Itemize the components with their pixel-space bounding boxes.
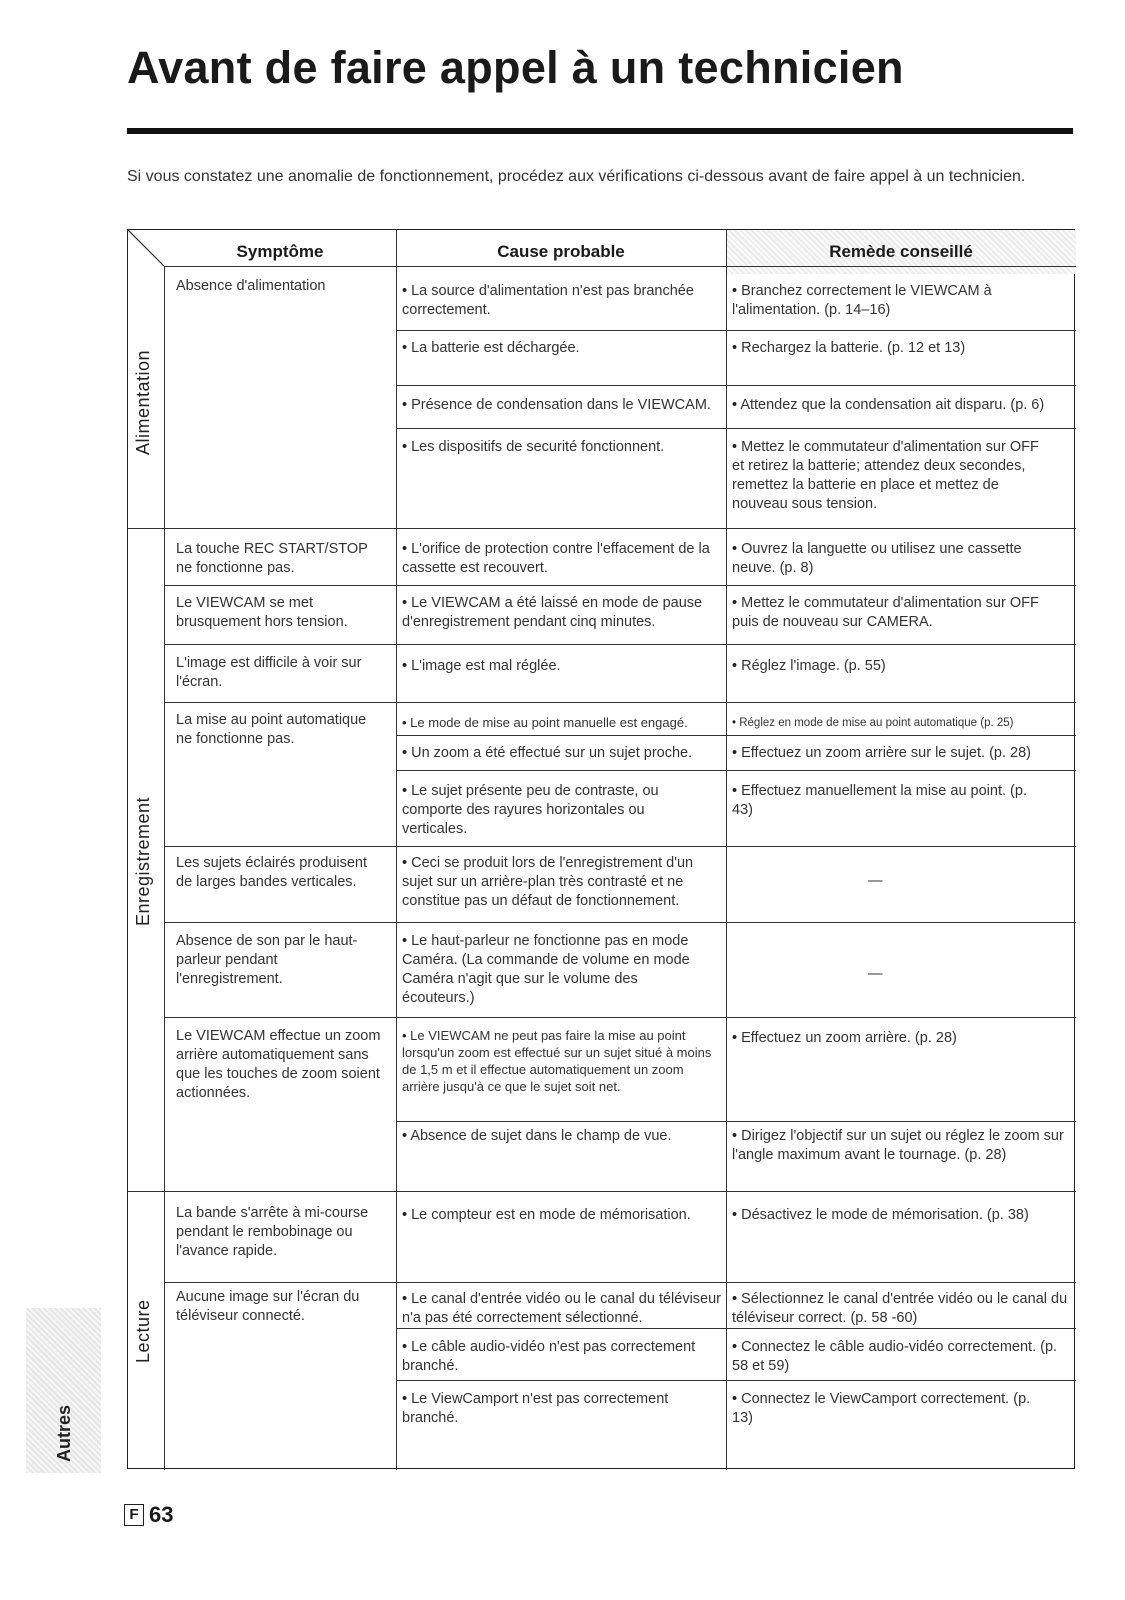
cause-cell: • La batterie est déchargée. [402,339,717,358]
cause-cell: • Le ViewCamport n'est pas correctement branché. [402,1390,712,1428]
symptom-cell: Le VIEWCAM se met brusquement hors tension. [176,595,348,630]
language-badge: F [124,1504,144,1526]
cause-cell: • Le câble audio-vidéo n'est pas correctement branché. [402,1338,712,1376]
cause-cell: • L'orifice de protection contre l'effacement de la cassette est recouvert. [402,540,717,578]
remedy-cell: • Effectuez un zoom arrière. (p. 28) [732,1029,1052,1048]
remedy-cell: • Mettez le commutateur d'alimentation sur OFF et retirez la batterie; attendez deux secondes, remettez la batterie en place et mettez de nouveau sous tension. [732,438,1052,514]
remedy-cell: • Connectez le câble audio-vidéo correctement. (p. 58 et 59) [732,1338,1067,1376]
row-rule [396,770,1076,771]
symptom-cell: La bande s'arrête à mi-course pendant le rembobinage ou l'avance rapide. [176,1205,369,1259]
section-rule-2 [128,1191,1076,1192]
row-rule [164,585,1076,586]
row-rule [396,1380,1076,1381]
remedy-cell: • Mettez le commutateur d'alimentation sur OFF puis de nouveau sur CAMERA. [732,594,1052,632]
col-rule-3 [726,230,727,1470]
cause-cell: • Ceci se produit lors de l'enregistrement d'un sujet sur un arrière-plan très contrasté et ne constitue pas un défaut de fonctionnement. [402,854,717,911]
remedy-cell: • Ouvrez la languette ou utilisez une cassette neuve. (p. 8) [732,540,1052,578]
header-remede: Remède conseillé [726,230,1076,274]
cause-cell: • Absence de sujet dans le champ de vue. [402,1127,717,1146]
remedy-cell: • Réglez l'image. (p. 55) [732,657,1052,676]
cause-cell: • Présence de condensation dans le VIEWCAM. [402,396,722,415]
troubleshooting-table [127,229,1075,1469]
remedy-cell: • Attendez que la condensation ait disparu. (p. 6) [732,396,1072,415]
header-cause: Cause probable [497,242,625,261]
remedy-cell: • Rechargez la batterie. (p. 12 et 13) [732,339,1052,358]
header-rule [164,266,1076,267]
header-symptome: Symptôme [236,242,324,261]
intro-text: Si vous constatez une anomalie de fonctionnement, procédez aux vérifications ci-dessous avant de faire appel à un technicien. [127,168,1026,185]
row-rule [396,1121,1076,1122]
row-rule [396,735,1076,736]
cause-cell: • L'image est mal réglée. [402,657,717,676]
remedy-dash: — [868,966,883,982]
cause-cell: • Le VIEWCAM a été laissé en mode de pause d'enregistrement pendant cinq minutes. [402,594,717,632]
cause-cell: • Un zoom a été effectué sur un sujet proche. [402,744,722,763]
symptom-cell: Aucune image sur l'écran du téléviseur connecté. [176,1289,360,1324]
symptom-cell: La mise au point automatique ne fonctionne pas. [176,712,367,747]
remedy-cell: • Branchez correctement le VIEWCAM à l'alimentation. (p. 14–16) [732,282,1052,320]
row-rule [396,330,1076,331]
symptom-cell: L'image est difficile à voir sur l'écran. [176,655,362,690]
cause-cell: • La source d'alimentation n'est pas branchée correctement. [402,282,717,320]
cause-cell: • Le haut-parleur ne fonctionne pas en mode Caméra. (La commande de volume en mode Caméra n'agit que sur le volume des écouteurs.) [402,932,712,1008]
section-lecture: Lecture [133,1299,153,1363]
row-rule [164,1017,1076,1018]
col-rule-2 [396,230,397,1470]
remedy-cell: • Effectuez manuellement la mise au point. (p. 43) [732,782,1032,820]
section-alimentation: Alimentation [133,349,153,455]
row-rule [164,702,1076,703]
cause-cell: • Les dispositifs de securité fonctionnent. [402,438,717,457]
cause-cell: • Le mode de mise au point manuelle est engagé. [402,713,722,732]
symptom-cell: Le VIEWCAM effectue un zoom arrière automatiquement sans que les touches de zoom soient actionnées. [176,1028,381,1101]
section-rule-1 [128,528,1076,529]
title-rule [127,128,1073,134]
cause-cell: • Le sujet présente peu de contraste, ou comporte des rayures horizontales ou verticales. [402,782,692,839]
cause-cell: • Le compteur est en mode de mémorisation. [402,1206,717,1225]
remedy-cell: • Sélectionnez le canal d'entrée vidéo ou le canal du téléviseur correct. (p. 58 -60) [732,1290,1072,1328]
row-rule [164,1282,1076,1283]
corner-diagonal [128,230,1076,1470]
row-rule [164,644,1076,645]
row-rule [396,1328,1076,1329]
row-rule [396,428,1076,429]
row-rule [164,846,1076,847]
remedy-cell: • Désactivez le mode de mémorisation. (p. 38) [732,1206,1052,1225]
symptom-cell: Les sujets éclairés produisent de larges bandes verticales. [176,855,368,890]
remedy-cell: • Connectez le ViewCamport correctement. (p. 13) [732,1390,1052,1428]
row-rule [164,922,1076,923]
cause-cell: • Le canal d'entrée vidéo ou le canal du téléviseur n'a pas été correctement sélectionné. [402,1290,722,1328]
section-enregistrement: Enregistrement [133,796,153,926]
col-rule-1 [164,266,165,1470]
page-title: Avant de faire appel à un technicien [127,42,904,93]
remedy-cell: • Effectuez un zoom arrière sur le sujet. (p. 28) [732,744,1072,763]
remedy-cell: • Réglez en mode de mise au point automatique (p. 25) [732,714,1072,733]
cause-cell: • Le VIEWCAM ne peut pas faire la mise au point lorsqu'un zoom est effectué sur un sujet situé à moins de 1,5 m et il effectue automatiquement un zoom arrière jusqu'à ce que le sujet soit net. [402,1027,722,1095]
row-rule [396,385,1076,386]
page-number [124,1502,173,1528]
page-number-value: 63 [149,1502,174,1527]
remedy-cell: • Dirigez l'objectif sur un sujet ou réglez le zoom sur l'angle maximum avant le tournage. (p. 28) [732,1127,1067,1165]
side-tab-autres: Autres [54,1404,74,1462]
symptom-cell: Absence d'alimentation [176,278,326,294]
symptom-cell: La touche REC START/STOP ne fonctionne pas. [176,541,368,576]
symptom-cell: Absence de son par le haut-parleur pendant l'enregistrement. [176,933,358,987]
remedy-dash: — [868,873,883,889]
